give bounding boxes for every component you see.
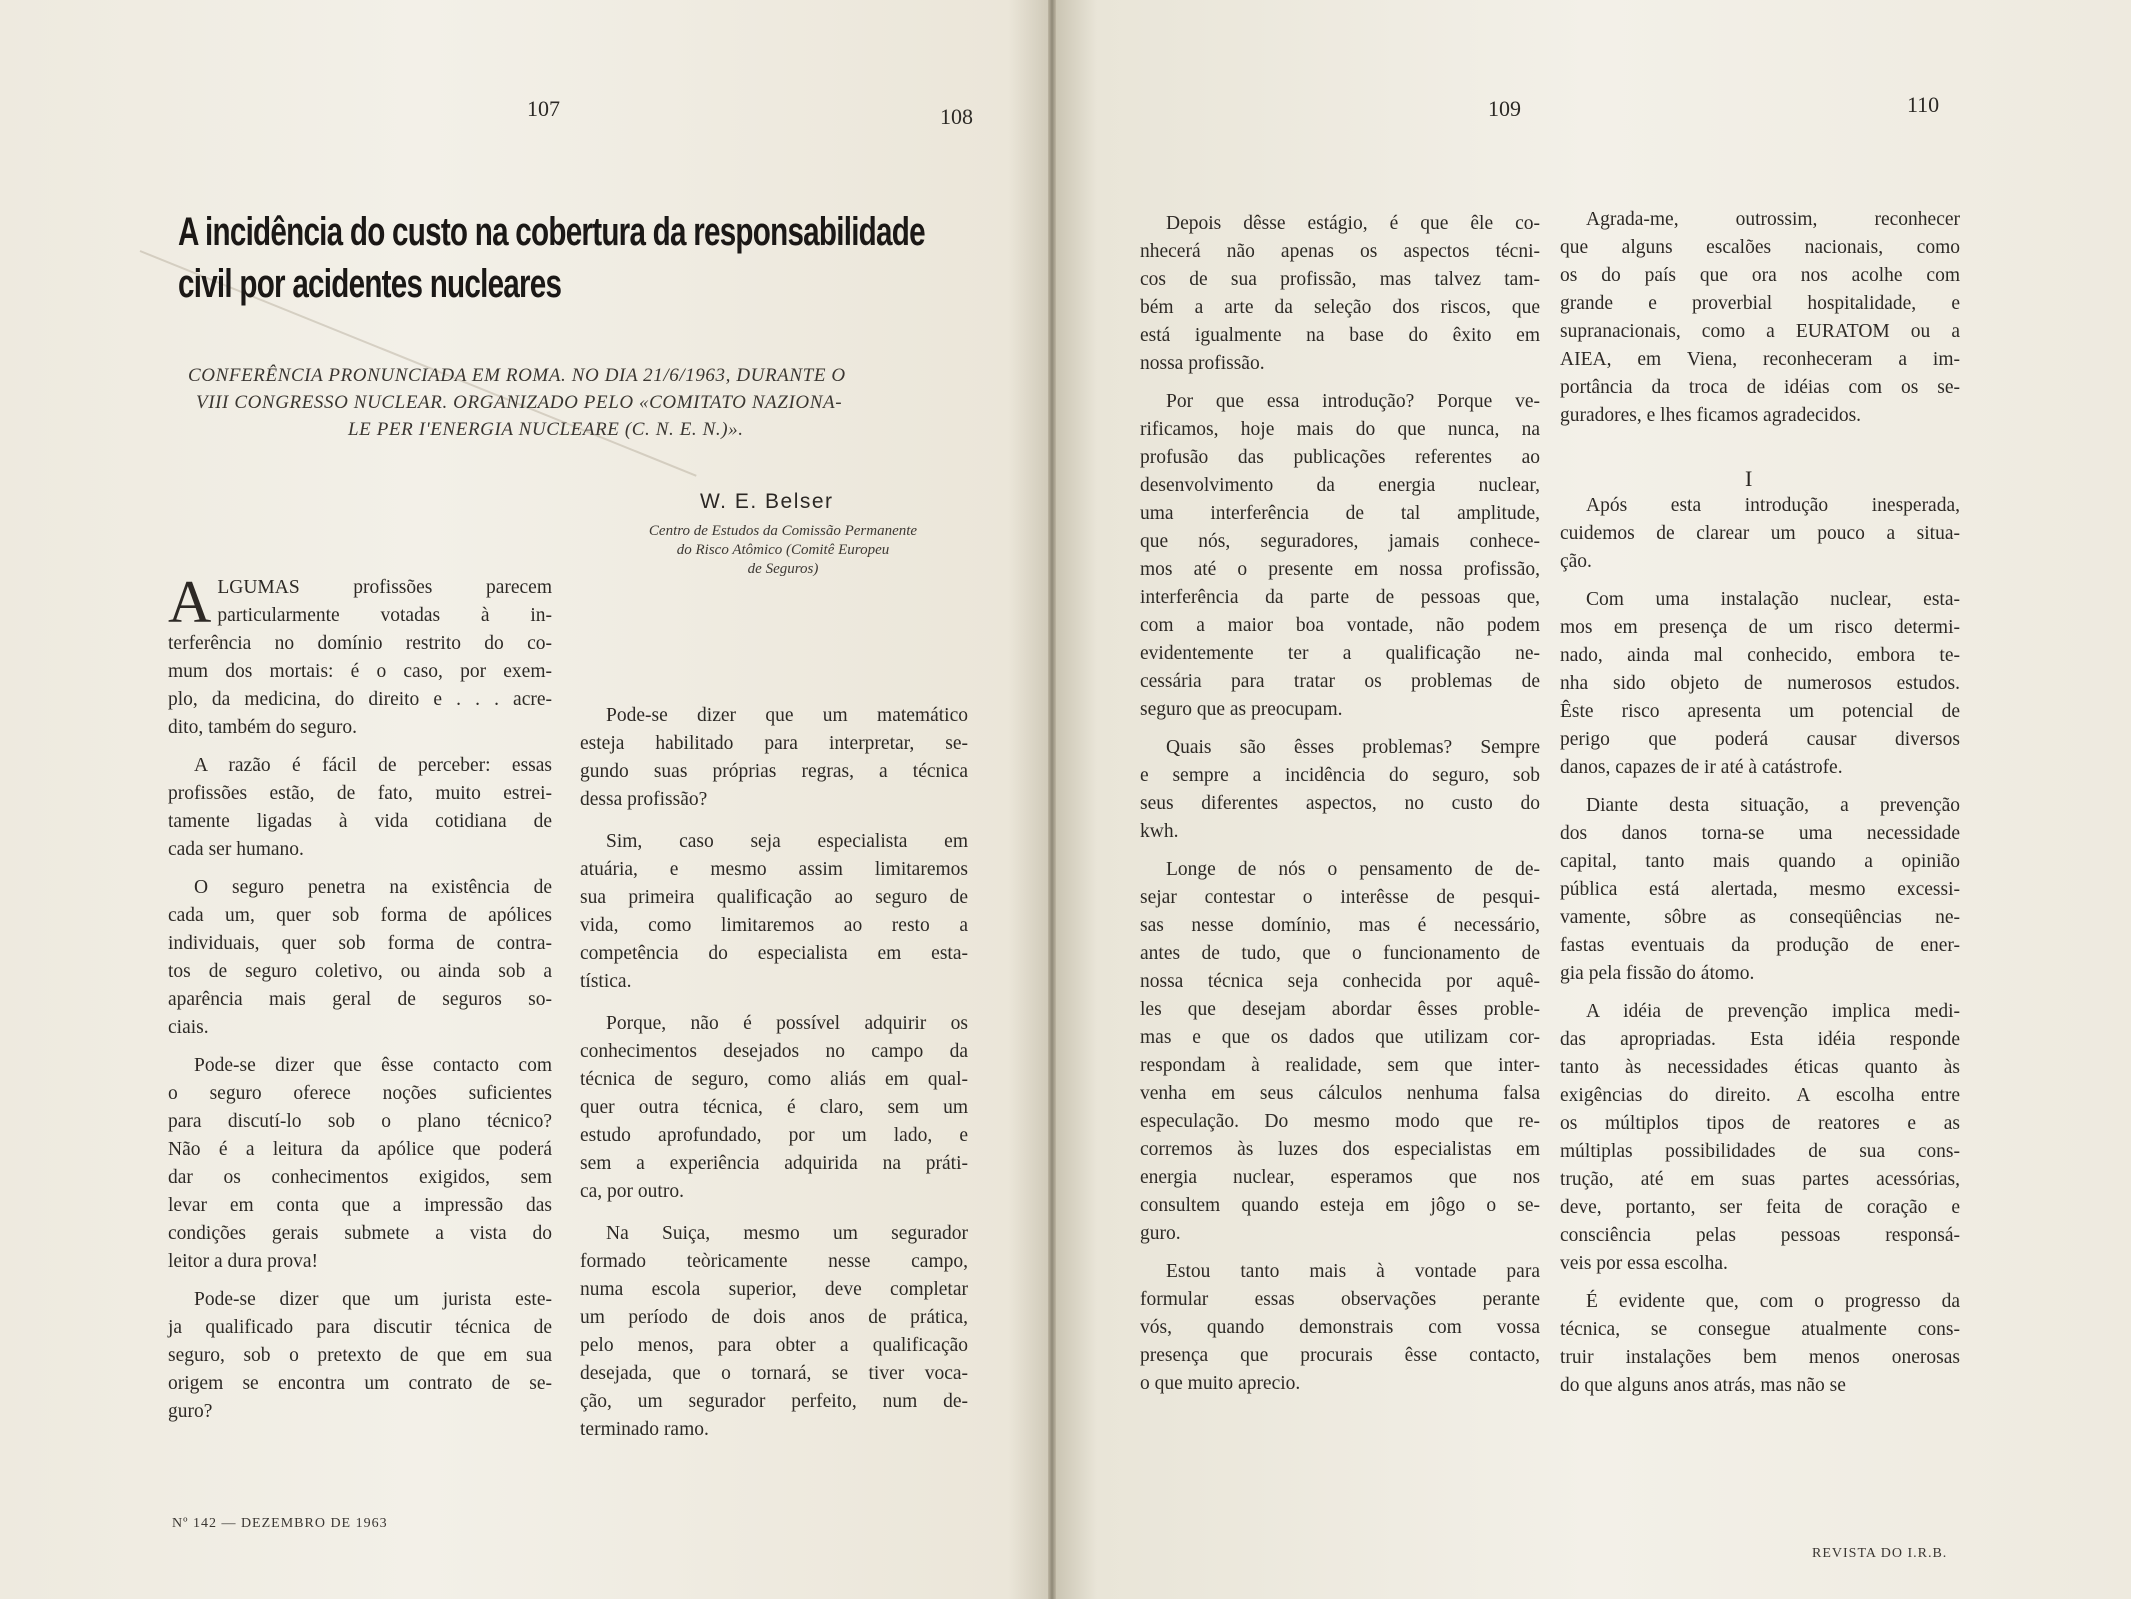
text-line: rificamos, hoje mais do que nunca, na bbox=[1140, 419, 1540, 440]
conference-line: LE PER I'ENERGIA NUCLEARE (C. N. E. N.)». bbox=[348, 419, 744, 440]
text-line: A razão é fácil de perceber: essas bbox=[194, 755, 552, 776]
title-line: A incidência do custo na cobertura da responsabilidade bbox=[178, 210, 925, 254]
text-line: A idéia de prevenção implica medi- bbox=[1586, 1001, 1960, 1022]
conference-line: CONFERÊNCIA PRONUNCIADA EM ROMA. NO DIA 21/6/1963, DURANTE O bbox=[188, 365, 846, 386]
paragraph bbox=[1560, 1288, 1960, 1400]
paragraph bbox=[1140, 1258, 1540, 1398]
text-line: AIEA, em Viena, reconheceram a im- bbox=[1560, 349, 1960, 370]
text-line: corremos às luzes dos especialistas em bbox=[1140, 1139, 1540, 1160]
text-line: ca, por outro. bbox=[580, 1181, 684, 1202]
text-line: dos danos torna-se uma necessidade bbox=[1560, 823, 1960, 844]
text-line: que nós, seguradores, jamais conhece- bbox=[1140, 531, 1540, 552]
text-line: perigo que poderá causar diversos bbox=[1560, 729, 1960, 750]
text-line: consciência pelas pessoas responsá- bbox=[1560, 1225, 1960, 1246]
text-line: É evidente que, com o progresso da bbox=[1586, 1291, 1960, 1312]
text-line: capital, tanto mais quando a opinião bbox=[1560, 851, 1960, 872]
text-line: trução, até em suas partes acessórias, bbox=[1560, 1169, 1960, 1190]
text-line: nhecerá não apenas os aspectos técni- bbox=[1140, 241, 1540, 262]
title-line: civil por acidentes nucleares bbox=[178, 262, 562, 306]
text-line: supranacionais, como a EURATOM ou a bbox=[1560, 321, 1960, 342]
text-line: os do país que ora nos acolhe com bbox=[1560, 265, 1960, 286]
page-number-108: 108 bbox=[940, 104, 973, 129]
text-line: levar em conta que a impressão das bbox=[168, 1195, 552, 1216]
text-line: les que desejam abordar êsses proble- bbox=[1140, 999, 1540, 1020]
text-line: Êste risco apresenta um potencial de bbox=[1560, 701, 1960, 722]
text-line: dito, também do seguro. bbox=[168, 717, 358, 738]
text-line: presença que procurais êsse contacto, bbox=[1140, 1345, 1540, 1366]
section-heading: I bbox=[1745, 466, 1753, 491]
paragraph bbox=[168, 752, 552, 864]
text-line: nha sido objeto de numerosos estudos. bbox=[1560, 673, 1960, 694]
page-number-107: 107 bbox=[527, 96, 560, 121]
text-line: um período de dois anos de prática, bbox=[580, 1307, 968, 1328]
issue-footer: Nº 142 — DEZEMBRO DE 1963 bbox=[172, 1516, 388, 1531]
text-line: estudo aprofundado, por um lado, e bbox=[580, 1125, 968, 1146]
column-2 bbox=[580, 702, 968, 1454]
text-line: terferência no domínio restrito do co- bbox=[168, 633, 552, 654]
text-line: desejada, que o tornará, se tiver voca- bbox=[580, 1363, 968, 1384]
text-line: guro. bbox=[1140, 1223, 1181, 1244]
text-line: Não é a leitura da apólice que poderá bbox=[168, 1139, 552, 1160]
text-line: danos, capazes de ir até à catástrofe. bbox=[1560, 757, 1843, 778]
text-line: dessa profissão? bbox=[580, 789, 708, 810]
paragraph bbox=[1560, 792, 1960, 988]
text-line: dar os conhecimentos exigidos, sem bbox=[168, 1167, 552, 1188]
text-line: bém a arte da seleção dos riscos, que bbox=[1140, 297, 1540, 318]
author-affiliation bbox=[578, 522, 988, 579]
author-name: W. E. Belser bbox=[700, 490, 834, 513]
text-line: antes de tudo, que o funcionamento de bbox=[1140, 943, 1540, 964]
text-line: sua primeira qualificação ao seguro de bbox=[580, 887, 968, 908]
text-line: quer outra técnica, é claro, sem um bbox=[580, 1097, 968, 1118]
text-line: tanto às necessidades éticas quanto às bbox=[1560, 1057, 1960, 1078]
text-line: técnica, se consegue atualmente cons- bbox=[1560, 1319, 1960, 1340]
text-line: mas e que os dados que utilizam cor- bbox=[1140, 1027, 1540, 1048]
text-line: está igualmente na base do êxito em bbox=[1140, 325, 1540, 346]
text-line: formado teòricamente nesse campo, bbox=[580, 1251, 968, 1272]
conference-note bbox=[188, 362, 968, 443]
paragraph bbox=[168, 874, 552, 1042]
text-line: do que alguns anos atrás, mas não se bbox=[1560, 1375, 1846, 1396]
text-line: que alguns escalões nacionais, como bbox=[1560, 237, 1960, 258]
text-line: mos em presença de um risco determi- bbox=[1560, 617, 1960, 638]
text-line: particularmente votadas à in- bbox=[217, 605, 552, 626]
text-line: interferência da parte de pessoas que, bbox=[1140, 587, 1540, 608]
text-line: mos até o presente em nossa profissão, bbox=[1140, 559, 1540, 580]
text-line: para discutí-lo sob o plano técnico? bbox=[168, 1111, 552, 1132]
text-line: esteja habilitado para interpretar, se- bbox=[580, 733, 968, 754]
text-line: sejar contestar o interêsse de pesqui- bbox=[1140, 887, 1540, 908]
text-line: truir instalações bem menos onerosas bbox=[1560, 1347, 1960, 1368]
text-line: grande e proverbial hospitalidade, e bbox=[1560, 293, 1960, 314]
text-line: gundo suas próprias regras, a técnica bbox=[580, 761, 968, 782]
text-line: vamente, sôbre as conseqüências ne- bbox=[1560, 907, 1960, 928]
text-line: cada ser humano. bbox=[168, 839, 304, 860]
text-line: tamente ligadas à vida cotidiana de bbox=[168, 811, 552, 832]
text-line: ção, um segurador perfeito, num de- bbox=[580, 1391, 968, 1412]
text-line: ção. bbox=[1560, 551, 1592, 572]
text-line: das apropriadas. Esta idéia responde bbox=[1560, 1029, 1960, 1050]
paragraph bbox=[1560, 998, 1960, 1278]
page-number-109: 109 bbox=[1488, 96, 1521, 121]
text-line: cessária para tratar os problemas de bbox=[1140, 671, 1540, 692]
text-line: energia nuclear, esperamos que nos bbox=[1140, 1167, 1540, 1188]
text-line: Após esta introdução inesperada, bbox=[1586, 495, 1960, 516]
text-line: origem se encontra um contrato de se- bbox=[168, 1373, 552, 1394]
text-line: competência do especialista em esta- bbox=[580, 943, 968, 964]
text-line: formular essas observações perante bbox=[1140, 1289, 1540, 1310]
text-line: kwh. bbox=[1140, 821, 1179, 842]
text-line: Longe de nós o pensamento de de- bbox=[1166, 859, 1540, 880]
text-line: seguro que as preocupam. bbox=[1140, 699, 1343, 720]
text-line: evidentemente ter a qualificação ne- bbox=[1140, 643, 1540, 664]
text-line: consultem quando esteja em jôgo o se- bbox=[1140, 1195, 1540, 1216]
text-line: nossa profissão. bbox=[1140, 353, 1265, 374]
text-line: respondam à realidade, sem que inter- bbox=[1140, 1055, 1540, 1076]
text-line: veis por essa escolha. bbox=[1560, 1253, 1728, 1274]
text-line: profissões estão, de fato, muito estrei- bbox=[168, 783, 552, 804]
text-line: individuais, quer sob forma de contra- bbox=[168, 933, 552, 954]
text-line: Pode-se dizer que um jurista este- bbox=[194, 1289, 552, 1310]
paragraph bbox=[168, 1286, 552, 1426]
paragraph bbox=[580, 1010, 968, 1206]
conference-line: VIII CONGRESSO NUCLEAR. ORGANIZADO PELO «COMITATO NAZIONA- bbox=[196, 392, 843, 413]
text-line: especulação. Do mesmo modo que re- bbox=[1140, 1111, 1540, 1132]
text-line: numa escola superior, deve completar bbox=[580, 1279, 968, 1300]
text-line: Sim, caso seja especialista em bbox=[606, 831, 968, 852]
paragraph bbox=[580, 828, 968, 996]
text-line: Agrada-me, outrossim, reconhecer bbox=[1586, 209, 1960, 230]
text-line: leitor a dura prova! bbox=[168, 1251, 318, 1272]
text-line: gia pela fissão do átomo. bbox=[1560, 963, 1755, 984]
text-line: uma interferência de tal amplitude, bbox=[1140, 503, 1540, 524]
text-line: guro? bbox=[168, 1401, 213, 1422]
text-line: múltiplas possibilidades de sua cons- bbox=[1560, 1141, 1960, 1162]
paragraph bbox=[1560, 492, 1960, 576]
affiliation-line: Centro de Estudos da Comissão Permanente bbox=[648, 523, 918, 539]
text-line: Por que essa introdução? Porque ve- bbox=[1166, 391, 1540, 412]
text-line: Estou tanto mais à vontade para bbox=[1166, 1261, 1540, 1282]
paragraph bbox=[1140, 210, 1540, 378]
text-line: deve, portanto, ser feita de coração e bbox=[1560, 1197, 1960, 1218]
text-line: cada um, quer sob forma de apólices bbox=[168, 905, 552, 926]
paragraph bbox=[1140, 856, 1540, 1248]
text-line: condições gerais submete a vista do bbox=[168, 1223, 552, 1244]
text-line: guradores, e lhes ficamos agradecidos. bbox=[1560, 405, 1862, 426]
column-4 bbox=[1560, 206, 1960, 1410]
paragraph bbox=[1560, 586, 1960, 782]
paragraph bbox=[168, 569, 552, 742]
paragraph bbox=[168, 1052, 552, 1276]
paragraph bbox=[580, 1220, 968, 1444]
text-line: Na Suiça, mesmo um segurador bbox=[606, 1223, 968, 1244]
text-line: mum dos mortais: é o caso, por exem- bbox=[168, 661, 552, 682]
text-line: atuária, e mesmo assim limitaremos bbox=[580, 859, 968, 880]
text-line: com a maior boa vontade, não podem bbox=[1140, 615, 1540, 636]
text-line: o que muito aprecio. bbox=[1140, 1373, 1301, 1394]
text-line: o seguro oferece noções suficientes bbox=[168, 1083, 552, 1104]
text-line: terminado ramo. bbox=[580, 1419, 709, 1440]
text-line: conhecimentos desejados no campo da bbox=[580, 1041, 968, 1062]
text-line: Porque, não é possível adquirir os bbox=[606, 1013, 968, 1034]
text-line: profusão das publicações referentes ao bbox=[1140, 447, 1540, 468]
text-line: LGUMAS profissões parecem bbox=[217, 577, 552, 598]
text-line: seguro, sob o pretexto de que em sua bbox=[168, 1345, 552, 1366]
text-line: técnica de seguro, como aliás em qual- bbox=[580, 1069, 968, 1090]
text-line: desenvolvimento da energia nuclear, bbox=[1140, 475, 1540, 496]
text-line: Diante desta situação, a prevenção bbox=[1586, 795, 1960, 816]
journal-footer: REVISTA DO I.R.B. bbox=[1812, 1546, 1948, 1561]
text-line: Pode-se dizer que êsse contacto com bbox=[194, 1055, 552, 1076]
page-number-110: 110 bbox=[1907, 92, 1940, 117]
text-line: nossa técnica seja conhecida por aquê- bbox=[1140, 971, 1540, 992]
column-3 bbox=[1140, 210, 1540, 1408]
text-line: Depois dêsse estágio, é que êle co- bbox=[1166, 213, 1540, 234]
text-line: Quais são êsses problemas? Sempre bbox=[1166, 737, 1540, 758]
text-line: O seguro penetra na existência de bbox=[194, 877, 552, 898]
text-line: tística. bbox=[580, 971, 632, 992]
text-line: pública está alertada, mesmo excessi- bbox=[1560, 879, 1960, 900]
affiliation-line: do Risco Atômico (Comitê Europeu bbox=[676, 542, 890, 558]
text-line: nado, ainda mal conhecido, embora te- bbox=[1560, 645, 1960, 666]
text-line: exigências do direito. A escolha entre bbox=[1560, 1085, 1960, 1106]
text-line: os múltiplos tipos de reatores e as bbox=[1560, 1113, 1960, 1134]
affiliation-line: de Seguros) bbox=[747, 561, 819, 577]
text-line: cos de sua profissão, mas talvez tam- bbox=[1140, 269, 1540, 290]
column-1 bbox=[168, 569, 552, 1436]
text-line: e sempre a incidência do seguro, sob bbox=[1140, 765, 1540, 786]
text-line: venha em seus cálculos nenhuma falsa bbox=[1140, 1083, 1540, 1104]
text-line: seus diferentes aspectos, no custo do bbox=[1140, 793, 1540, 814]
text-line: tos de seguro coletivo, ou ainda sob a bbox=[168, 961, 552, 982]
text-line: Pode-se dizer que um matemático bbox=[606, 705, 968, 726]
paragraph bbox=[1140, 734, 1540, 846]
paragraph bbox=[580, 702, 968, 814]
text-line: cuidemos de clarear um pouco a situa- bbox=[1560, 523, 1960, 544]
book-gutter bbox=[1048, 0, 1056, 1599]
text-line: sas nesse domínio, mas é necessário, bbox=[1140, 915, 1540, 936]
text-line: plo, da medicina, do direito e . . . acre- bbox=[168, 689, 552, 710]
text-line: portância da troca de idéias com os se- bbox=[1560, 377, 1960, 398]
paragraph bbox=[1560, 206, 1960, 430]
text-line: ja qualificado para discutir técnica de bbox=[168, 1317, 552, 1338]
text-line: pelo menos, para obter a qualificação bbox=[580, 1335, 968, 1356]
text-line: vós, quando demonstrais com vossa bbox=[1140, 1317, 1540, 1338]
text-line: fastas eventuais da produção de ener- bbox=[1560, 935, 1960, 956]
paragraph bbox=[1140, 388, 1540, 724]
text-line: Com uma instalação nuclear, esta- bbox=[1586, 589, 1960, 610]
text-line: ciais. bbox=[168, 1017, 209, 1038]
text-line: aparência mais geral de seguros so- bbox=[168, 989, 552, 1010]
article-title bbox=[178, 206, 925, 310]
drop-cap: A bbox=[168, 569, 212, 635]
text-line: vida, como limitaremos ao resto a bbox=[580, 915, 968, 936]
text-line: sem a experiência adquirida na práti- bbox=[580, 1153, 968, 1174]
